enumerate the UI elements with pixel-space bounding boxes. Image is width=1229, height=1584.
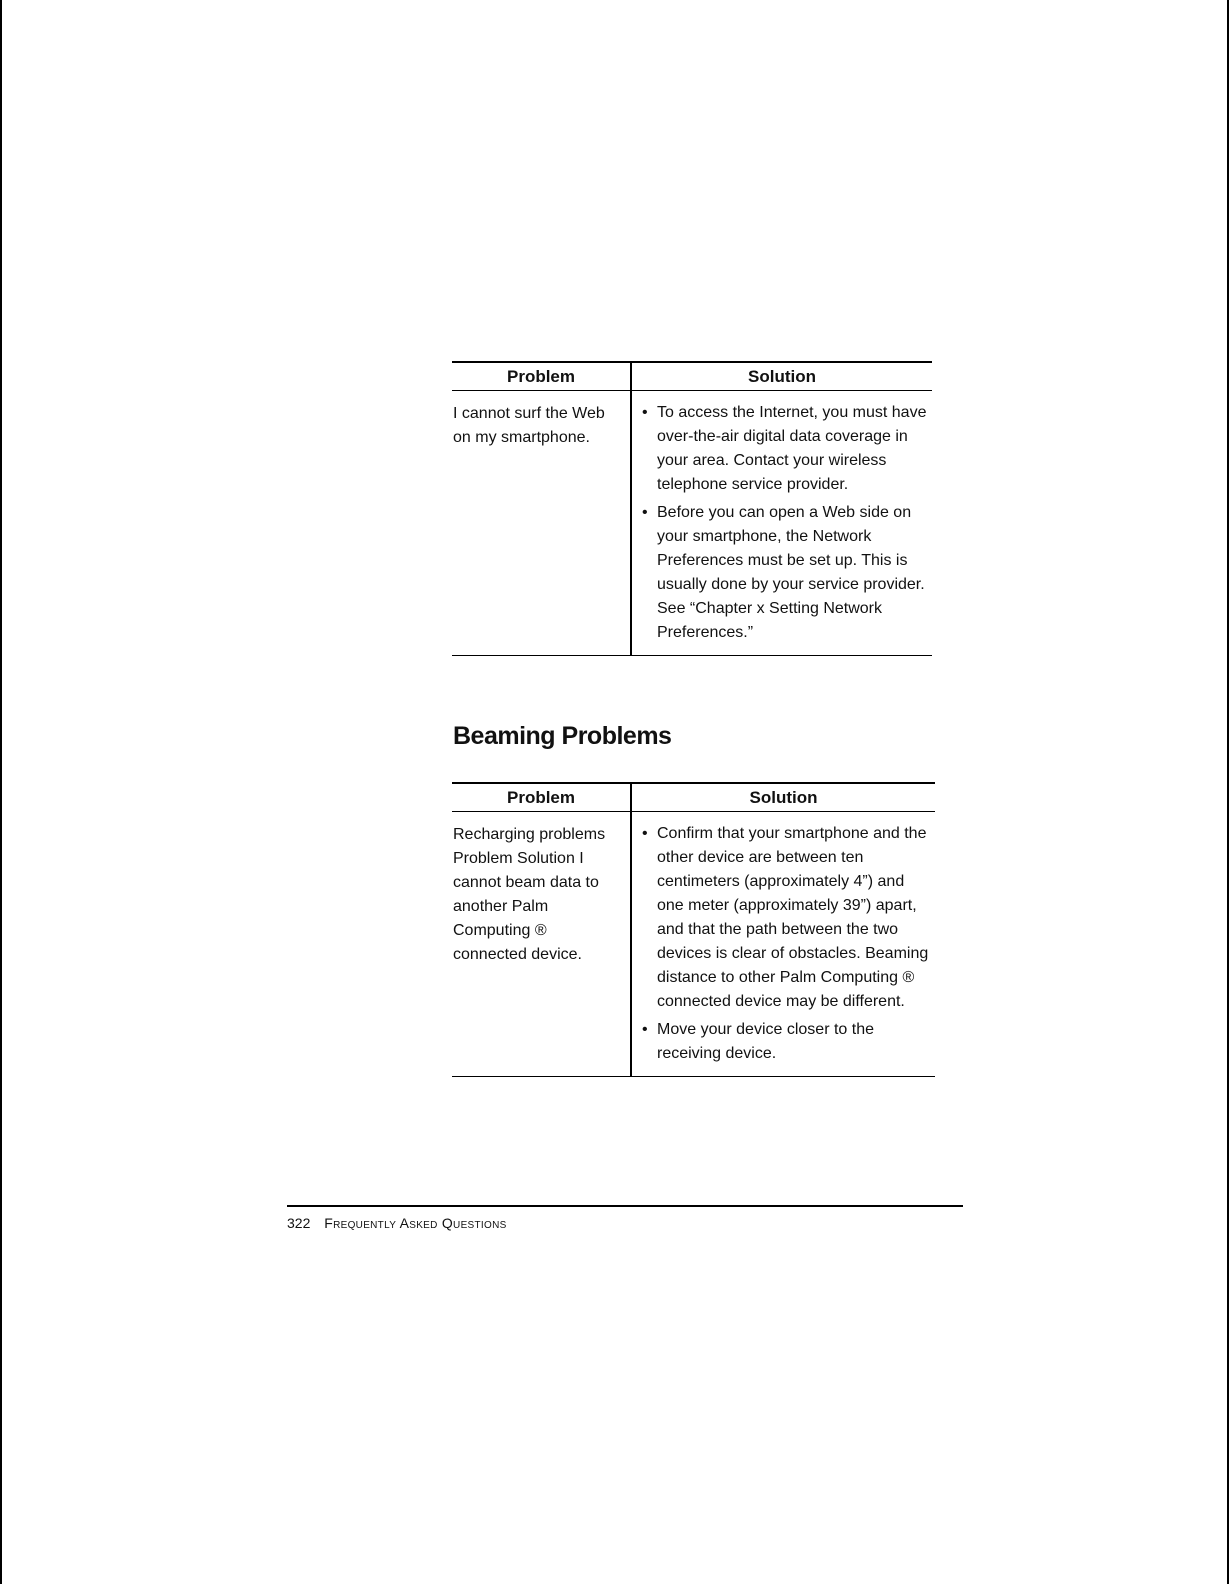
solution-item: [641, 501, 928, 645]
solution-text: Confirm that your smartphone and the other device are between ten centimeters (approximately 4”) and one meter (approximately 39”) apart, and that the path between the two devices is clear of obstacles. Beaming distance to other Palm Computing ® connected device may be different.: [657, 825, 929, 1010]
problem-column-header: Problem: [452, 362, 631, 391]
solution-column-header: Solution: [631, 362, 932, 391]
solution-list: [641, 822, 931, 1066]
bullet-icon: •: [642, 404, 648, 421]
page-footer: [287, 1215, 507, 1231]
table-row: [452, 812, 935, 1077]
page-number: 322: [287, 1215, 311, 1231]
footer-divider: [287, 1205, 963, 1207]
problem-cell: Recharging problems Problem Solution I cannot beam data to another Palm Computing ® connected device.: [452, 812, 631, 1077]
table-header-row: [452, 362, 932, 391]
bullet-icon: •: [642, 504, 648, 521]
solution-item: [641, 822, 931, 1014]
table-row: [452, 391, 932, 656]
bullet-icon: •: [642, 1021, 648, 1038]
running-footer-title: Frequently Asked Questions: [324, 1215, 507, 1231]
solution-item: [641, 401, 928, 497]
bullet-icon: •: [642, 825, 648, 842]
solution-cell: [631, 812, 935, 1077]
problem-cell: I cannot surf the Web on my smartphone.: [452, 391, 631, 656]
beaming-problems-table: [452, 782, 935, 1077]
solution-item: [641, 1018, 931, 1066]
solution-text: Before you can open a Web side on your smartphone, the Network Preferences must be set up. This is usually done by your service provider. See “Chapter x Setting Network Preferences.”: [657, 504, 925, 641]
solution-cell: [631, 391, 932, 656]
table-header-row: [452, 783, 935, 812]
internet-problems-table: [452, 361, 932, 656]
solution-text: To access the Internet, you must have over-the-air digital data coverage in your area. Contact your wireless telephone service provider.: [657, 404, 927, 493]
solution-list: [641, 401, 928, 645]
section-heading: Beaming Problems: [453, 722, 672, 750]
solution-column-header: Solution: [631, 783, 935, 812]
problem-column-header: Problem: [452, 783, 631, 812]
solution-text: Move your device closer to the receiving device.: [657, 1021, 874, 1062]
page-edge-left: [0, 0, 2, 1584]
